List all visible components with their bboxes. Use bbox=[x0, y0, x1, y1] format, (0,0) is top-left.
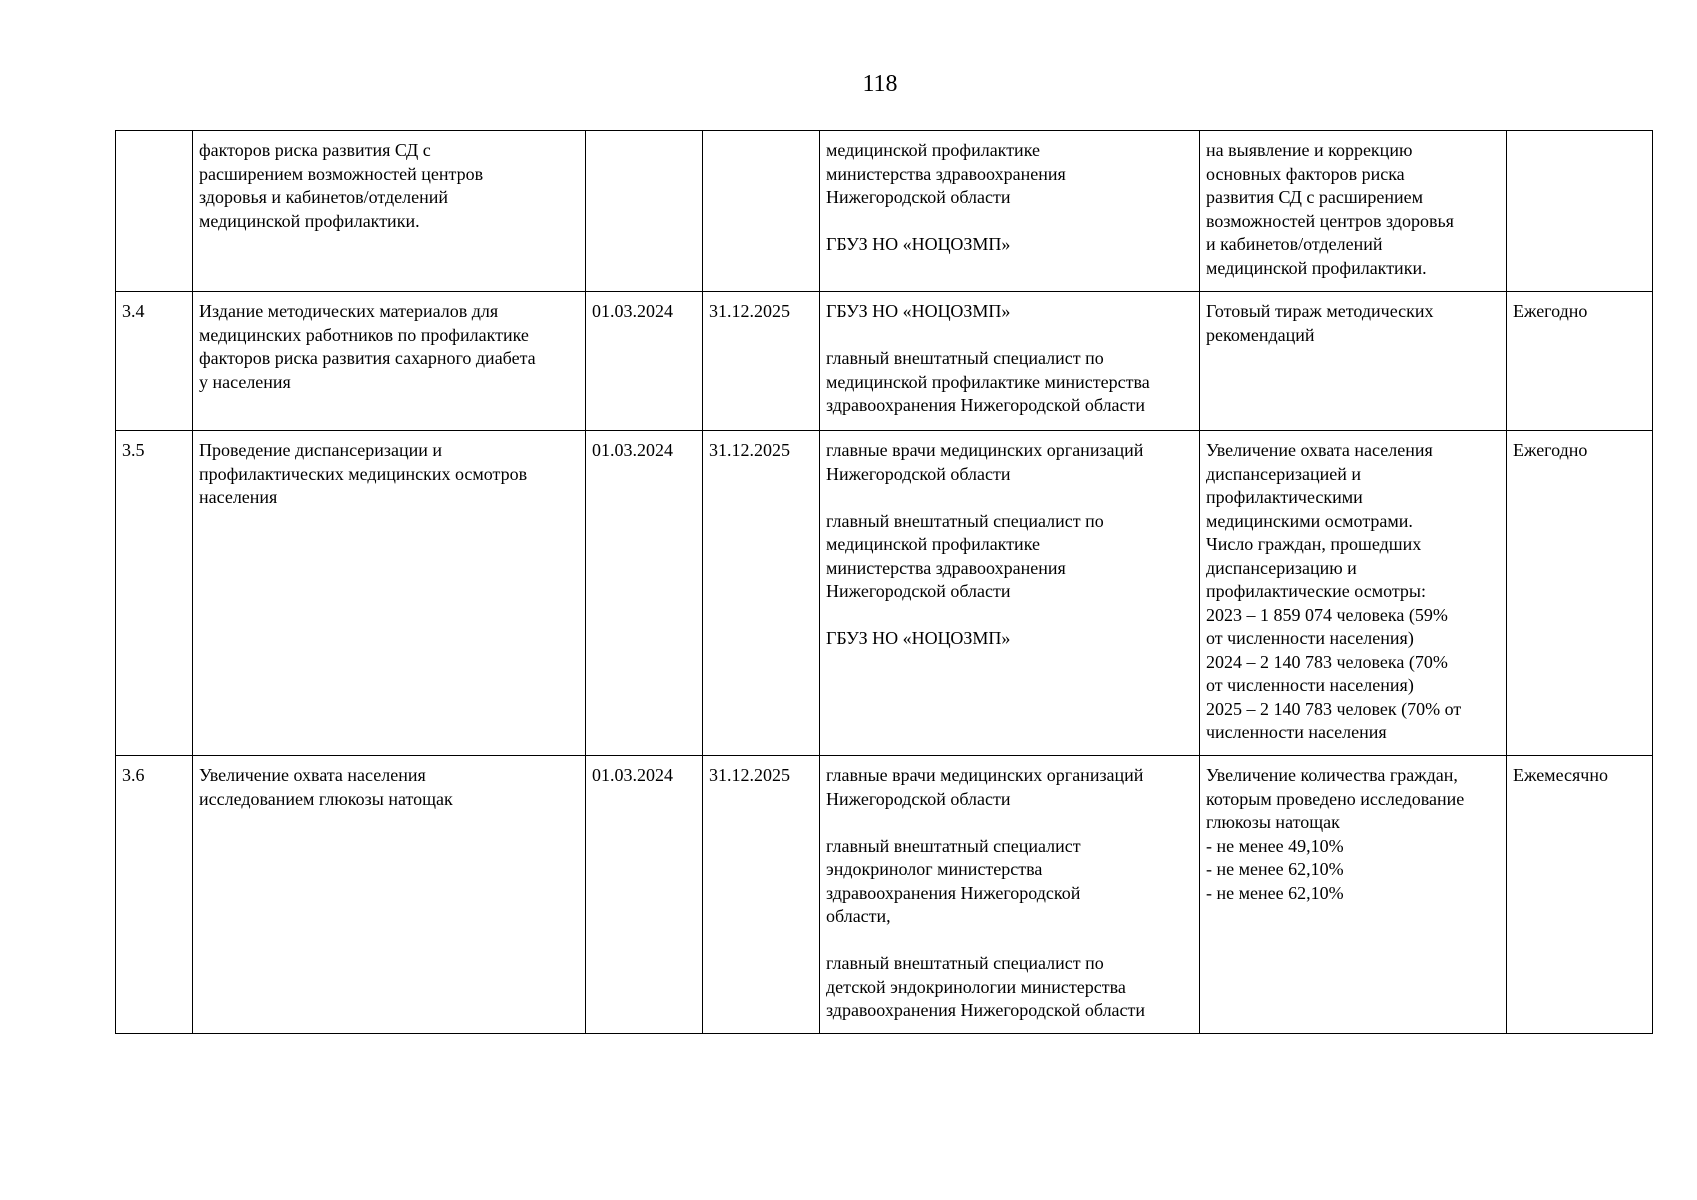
cell-period bbox=[1507, 131, 1653, 292]
cell-result: Увеличение охвата населения диспансеризацией и профилактическими медицинскими осмотрами. Число граждан, прошедших диспансеризацию и профилактические осмотры: 2023 – 1 859 074 человека (59% от численности населения) 2024 – 2 140 783 человека (70% от численности населения) 2025 – 2 140 783 человек (70% от численности населения bbox=[1200, 431, 1507, 756]
cell-period: Ежемесячно bbox=[1507, 756, 1653, 1034]
cell-responsible: ГБУЗ НО «НОЦОЗМП» главный внештатный специалист по медицинской профилактике министерства здравоохранения Нижегородской области bbox=[820, 292, 1200, 431]
cell-period: Ежегодно bbox=[1507, 431, 1653, 756]
cell-measure-name: Издание методических материалов для медицинских работников по профилактике факторов риска развития сахарного диабета у населения bbox=[193, 292, 586, 431]
table-row bbox=[116, 431, 1653, 756]
table-row bbox=[116, 292, 1653, 431]
cell-period: Ежегодно bbox=[1507, 292, 1653, 431]
cell-number: 3.5 bbox=[116, 431, 193, 756]
cell-start-date: 01.03.2024 bbox=[586, 292, 703, 431]
cell-responsible: главные врачи медицинских организаций Нижегородской области главный внештатный специалист эндокринолог министерства здравоохранения Нижегородской области, главный внештатный специалист по детской эндокринологии министерства здравоохранения Нижегородской области bbox=[820, 756, 1200, 1034]
cell-start-date: 01.03.2024 bbox=[586, 756, 703, 1034]
cell-start-date: 01.03.2024 bbox=[586, 431, 703, 756]
cell-measure-name: факторов риска развития СД с расширением возможностей центров здоровья и кабинетов/отделений медицинской профилактики. bbox=[193, 131, 586, 292]
cell-start-date bbox=[586, 131, 703, 292]
cell-result: Увеличение количества граждан, которым проведено исследование глюкозы натощак - не менее 49,10% - не менее 62,10% - не менее 62,10% bbox=[1200, 756, 1507, 1034]
cell-result: на выявление и коррекцию основных факторов риска развития СД с расширением возможностей центров здоровья и кабинетов/отделений медицинской профилактики. bbox=[1200, 131, 1507, 292]
cell-responsible: медицинской профилактике министерства здравоохранения Нижегородской области ГБУЗ НО «НОЦОЗМП» bbox=[820, 131, 1200, 292]
cell-end-date bbox=[703, 131, 820, 292]
cell-measure-name: Увеличение охвата населения исследованием глюкозы натощак bbox=[193, 756, 586, 1034]
table-row bbox=[116, 756, 1653, 1034]
cell-end-date: 31.12.2025 bbox=[703, 292, 820, 431]
cell-number: 3.6 bbox=[116, 756, 193, 1034]
cell-end-date: 31.12.2025 bbox=[703, 756, 820, 1034]
page-number: 118 bbox=[862, 71, 898, 97]
cell-measure-name: Проведение диспансеризации и профилактических медицинских осмотров населения bbox=[193, 431, 586, 756]
cell-number: 3.4 bbox=[116, 292, 193, 431]
measures-table bbox=[115, 130, 1653, 1034]
table-row bbox=[116, 131, 1653, 292]
cell-result: Готовый тираж методических рекомендаций bbox=[1200, 292, 1507, 431]
cell-number bbox=[116, 131, 193, 292]
cell-responsible: главные врачи медицинских организаций Нижегородской области главный внештатный специалист по медицинской профилактике министерства здравоохранения Нижегородской области ГБУЗ НО «НОЦОЗМП» bbox=[820, 431, 1200, 756]
cell-end-date: 31.12.2025 bbox=[703, 431, 820, 756]
